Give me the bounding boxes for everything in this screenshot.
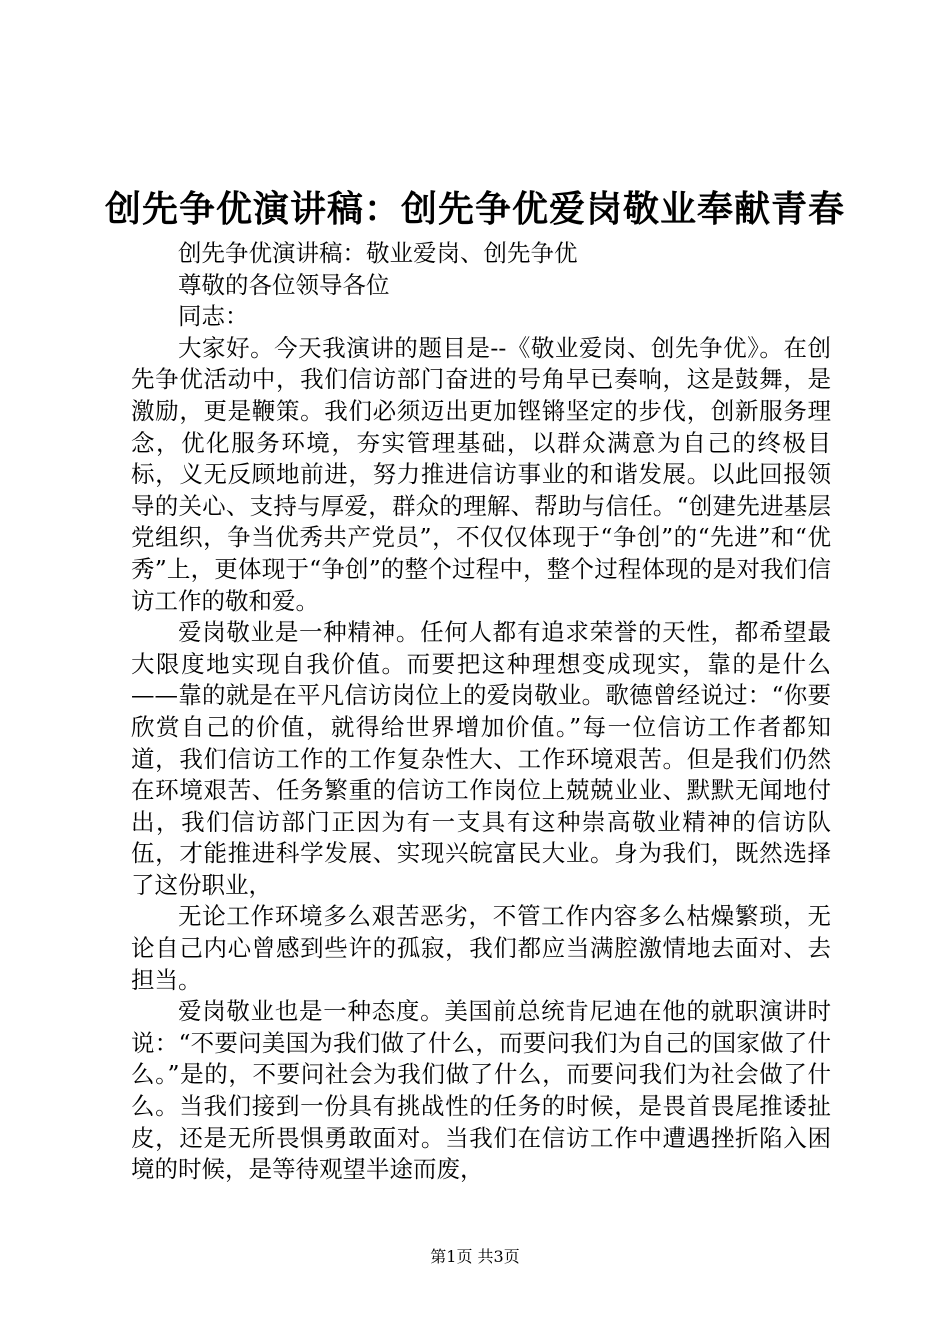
page-footer: [0, 1247, 950, 1267]
document-title: 创先争优演讲稿：创先争优爱岗敬业奉献青春: [104, 189, 845, 230]
body-paragraph: 爱岗敬业也是一种态度。美国前总统肯尼迪在他的就职演讲时说：“不要问美国为我们做了什么，而要问我们为自己的国家做了什么。”是的，不要问社会为我们做了什么，而要问我们为社会做了什么。当我们接到一份具有挑战性的任务的时候，是畏首畏尾推诿扯皮，还是无所畏惧勇敢面对。当我们在信访工作中遭遇挫折陷入困境的时候，是等待观望半途而废，: [131, 997, 831, 1184]
page-number-indicator: 第1页 共3页: [430, 1247, 520, 1266]
body-paragraph: 大家好。今天我演讲的题目是--《敬业爱岗、创先争优》。在创先争优活动中，我们信访部门奋进的号角早已奏响，这是鼓舞，是激励，更是鞭策。我们必须迈出更加铿锵坚定的步伐，创新服务理念，优化服务环境，夯实管理基础，以群众满意为自己的终极目标，义无反顾地前进，努力推进信访事业的和谐发展。以此回报领导的关心、支持与厚爱，群众的理解、帮助与信任。“创建先进基层党组织，争当优秀共产党员”，不仅仅体现于“争创”的“先进”和“优秀”上，更体现于“争创”的整个过程中，整个过程体现的是对我们信访工作的敬和爱。: [131, 333, 831, 615]
body-paragraph: 爱岗敬业是一种精神。任何人都有追求荣誉的天性，都希望最大限度地实现自我价值。而要把这种理想变成现实，靠的是什么——靠的就是在平凡信访岗位上的爱岗敬业。歌德曾经说过：“你要欣赏自己的价值，就得给世界增加价值。”每一位信访工作者都知道，我们信访工作的工作复杂性大、工作环境艰苦。但是我们仍然在环境艰苦、任务繁重的信访工作岗位上兢兢业业、默默无闻地付出，我们信访部门正因为有一支具有这种崇高敬业精神的信访队伍，才能推进科学发展、实现兴皖富民大业。身为我们，既然选择了这份职业，: [131, 618, 831, 899]
body-paragraph: 尊敬的各位领导各位: [178, 270, 390, 299]
body-paragraph: 创先争优演讲稿：敬业爱岗、创先争优: [178, 239, 578, 267]
document-body: [131, 238, 831, 1186]
body-paragraph: 同志：: [178, 302, 249, 331]
body-paragraph: 无论工作环境多么艰苦恶劣，不管工作内容多么枯燥繁琐，无论自己内心曾感到些许的孤寂，我们都应当满腔激情地去面对、去担当。: [131, 902, 831, 994]
